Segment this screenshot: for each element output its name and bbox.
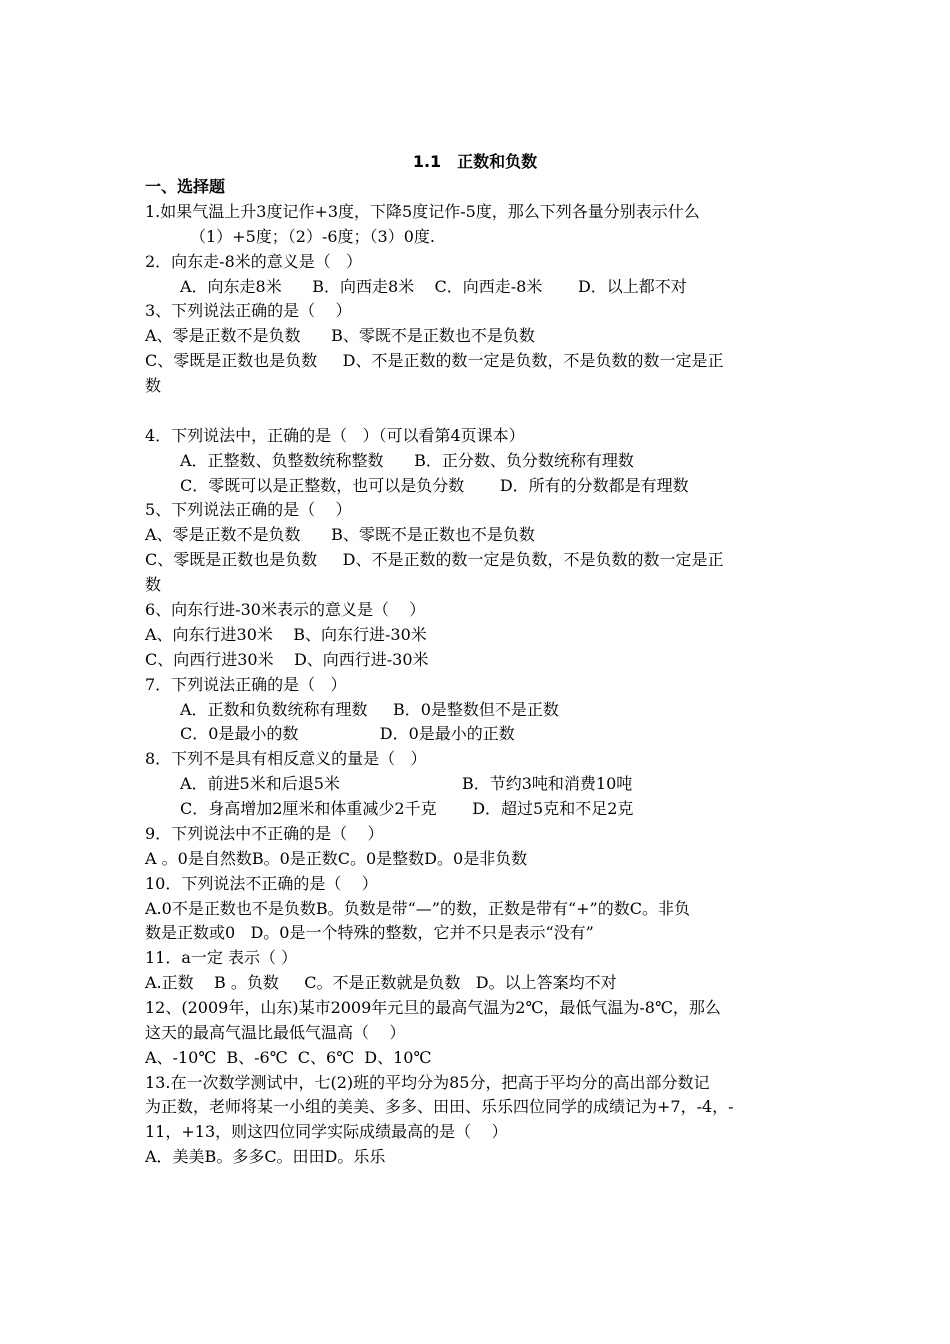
question-line: A 。0是自然数B。0是正数C。0是整数D。0是非负数 [145, 849, 528, 868]
question-line: 数是正数或0 D。0是一个特殊的整数，它并不只是表示“没有” [145, 923, 594, 942]
question-line: 这天的最高气温比最低气温高（ ） [145, 1023, 406, 1042]
question-line: 12、(2009年，山东)某市2009年元旦的最高气温为2℃，最低气温为-8℃，那么 [145, 998, 721, 1017]
question-line: A、零是正数不是负数 B、零既不是正数也不是负数 [145, 525, 535, 544]
question-line: 11．a一定 表示（ ） [145, 948, 298, 967]
question-line: 5、下列说法正确的是（ ） [145, 500, 352, 519]
question-line: 8．下列不是具有相反意义的量是（ ） [145, 749, 427, 768]
question-line: （1）+5度；（2）-6度；（3）0度. [190, 227, 435, 246]
question-line: C．0是最小的数 D．0是最小的正数 [180, 724, 515, 743]
question-line: A．向东走8米 B．向西走8米 C．向西走-8米 D．以上都不对 [180, 277, 687, 296]
question-line: A．前进5米和后退5米 B．节约3吨和消费10吨 [180, 774, 633, 793]
question-line: 1.如果气温上升3度记作+3度，下降5度记作-5度，那么下列各量分别表示什么 [145, 202, 700, 221]
question-line: C．零既可以是正整数，也可以是负分数 D．所有的分数都是有理数 [180, 476, 689, 495]
question-line: A、-10℃ B、-6℃ C、6℃ D、10℃ [145, 1048, 432, 1067]
question-line: C、零既是正数也是负数 D、不是正数的数一定是负数，不是负数的数一定是正 [145, 550, 724, 569]
question-line: 数 [145, 376, 162, 395]
question-line: 9．下列说法中不正确的是（ ） [145, 824, 384, 843]
question-line: 数 [145, 575, 162, 594]
question-line: C．身高增加2厘米和体重减少2千克 D．超过5克和不足2克 [180, 799, 634, 818]
question-line: 13.在一次数学测试中，七(2)班的平均分为85分，把高于平均分的高出部分数记 [145, 1073, 710, 1092]
question-line: A．正整数、负整数统称整数 B．正分数、负分数统称有理数 [180, 451, 634, 470]
page-title: 1.1 正数和负数 [412, 152, 538, 171]
question-line: A．正数和负数统称有理数 B．0是整数但不是正数 [180, 700, 559, 719]
question-line: C、零既是正数也是负数 D、不是正数的数一定是负数，不是负数的数一定是正 [145, 351, 724, 370]
question-line: 6、向东行进-30米表示的意义是（ ） [145, 600, 426, 619]
question-line: C、向西行进30米 D、向西行进-30米 [145, 650, 429, 669]
question-line: 4．下列说法中，正确的是（ ）（可以看第4页课本） [145, 426, 525, 445]
question-line: A．美美B。多多C。田田D。乐乐 [145, 1147, 386, 1166]
question-line: A.正数 B 。负数 C。不是正数就是负数 D。以上答案均不对 [145, 973, 617, 992]
question-line: A.0不是正数也不是负数B。负数是带“—”的数，正数是带有“+”的数C。非负 [145, 899, 690, 918]
question-line: 11，+13，则这四位同学实际成绩最高的是（ ） [145, 1122, 508, 1141]
question-line: 7．下列说法正确的是（ ） [145, 675, 347, 694]
question-line: A、零是正数不是负数 B、零既不是正数也不是负数 [145, 326, 535, 345]
question-line: 2．向东走-8米的意义是（ ） [145, 252, 363, 271]
question-line: 为正数，老师将某一小组的美美、多多、田田、乐乐四位同学的成绩记为+7，-4，- [145, 1097, 734, 1116]
question-line: 10．下列说法不正确的是（ ） [145, 874, 378, 893]
question-line: 3、下列说法正确的是（ ） [145, 301, 352, 320]
question-line: A、向东行进30米 B、向东行进-30米 [145, 625, 427, 644]
section-heading: 一、选择题 [145, 177, 226, 196]
